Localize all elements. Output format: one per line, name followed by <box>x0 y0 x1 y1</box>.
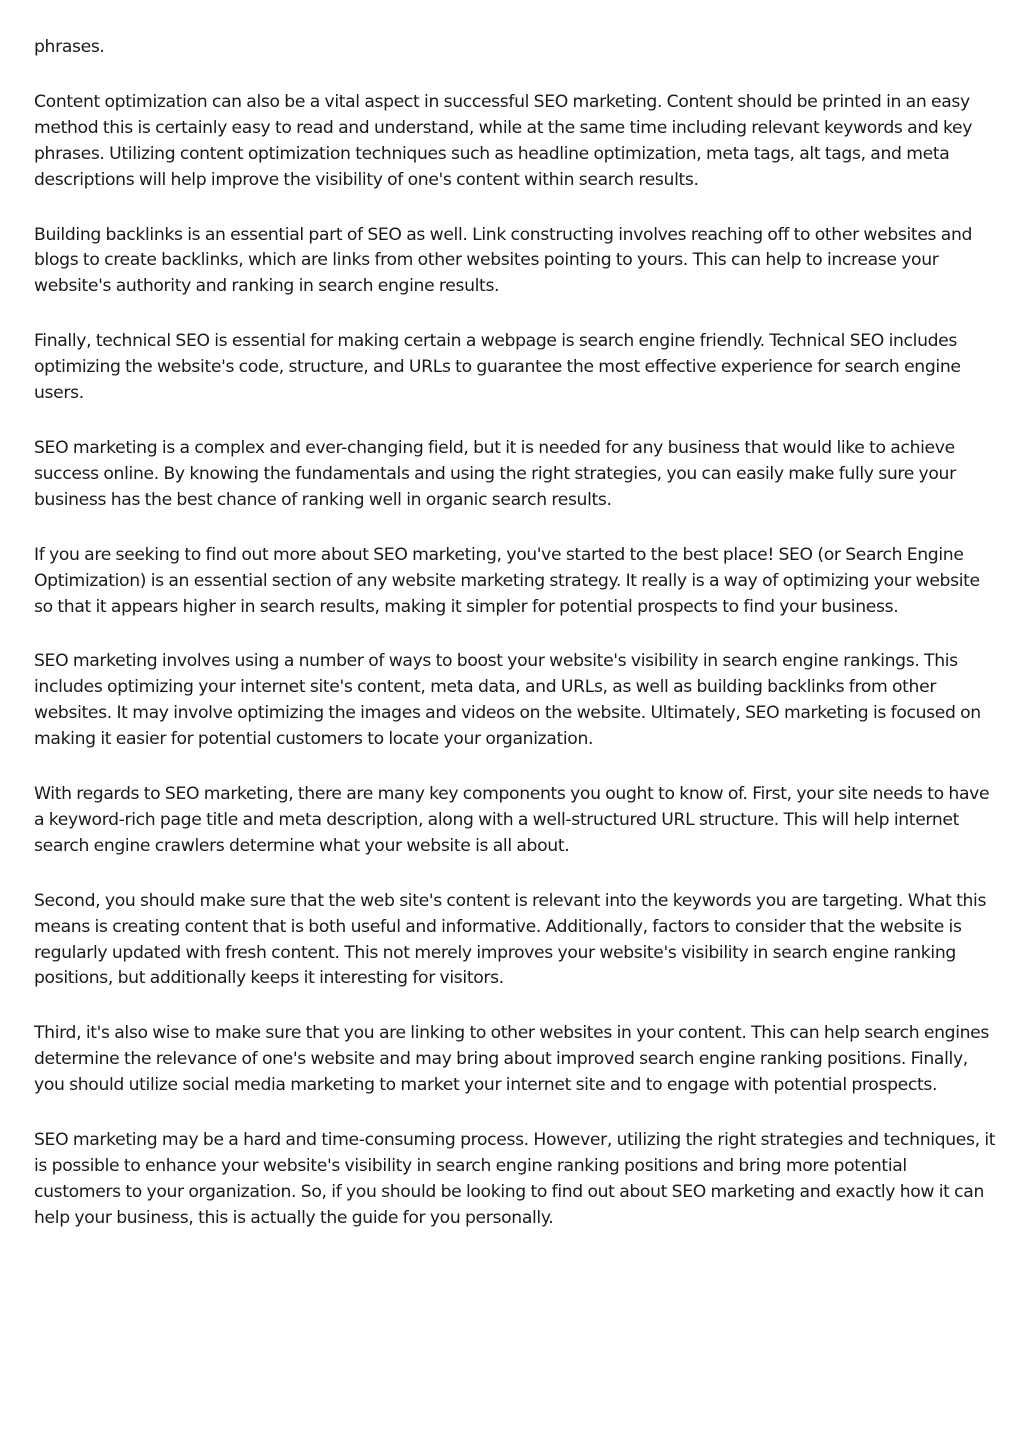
paragraph: Building backlinks is an essential part of SEO as well. Link constructing involves reaching off to other websites and blogs to create backlinks, which are links from other websites pointing to yours. This can help to increase your website's authority and ranking in search engine results. <box>34 224 973 297</box>
paragraph: SEO marketing may be a hard and time-consuming process. However, utilizing the right strategies and techniques, it is possible to enhance your website's visibility in search engine ranking positions and bring more potential customers to your organization. So, if you should be looking to find out about SEO marketing and exactly how it can help your business, this is actually the guide for you personally. <box>34 1130 996 1228</box>
document-body <box>34 35 996 1261</box>
paragraph: Finally, technical SEO is essential for making certain a webpage is search engine friendly. Technical SEO includes optimizing the website's code, structure, and URLs to guarantee the most effective experience for search engine users. <box>34 331 961 404</box>
paragraph: SEO marketing involves using a number of ways to boost your website's visibility in search engine rankings. This includes optimizing your internet site's content, meta data, and URLs, as well as building backlinks from other websites. It may involve optimizing the images and videos on the website. Ultimately, SEO marketing is focused on making it easier for potential customers to locate your organization. <box>34 651 981 750</box>
paragraph: Second, you should make sure that the web site's content is relevant into the keywords you are targeting. What this means is creating content that is both useful and informative. Additionally, factors to consider that the website is regularly updated with fresh content. This not merely improves your website's visibility in search engine ranking positions, but additionally keeps it interesting for visitors. <box>34 890 987 989</box>
paragraph: phrases. <box>34 37 105 57</box>
paragraph: Content optimization can also be a vital aspect in successful SEO marketing. Content should be printed in an easy method this is certainly easy to read and understand, while at the same time including relevant keywords and key phrases. Utilizing content optimization techniques such as headline optimization, meta tags, alt tags, and meta descriptions will help improve the visibility of one's content within search results. <box>34 91 973 190</box>
paragraph: Third, it's also wise to make sure that you are linking to other websites in your content. This can help search engines determine the relevance of one's website and may bring about improved search engine ranking positions. Finally, you should utilize social media marketing to market your internet site and to engage with potential prospects. <box>34 1023 990 1096</box>
paragraph: SEO marketing is a complex and ever-changing field, but it is needed for any business that would like to achieve success online. By knowing the fundamentals and using the right strategies, you can easily make fully sure your business has the best chance of ranking well in organic search results. <box>34 437 956 510</box>
paragraph: With regards to SEO marketing, there are many key components you ought to know of. First, your site needs to have a keyword-rich page title and meta description, along with a well-structured URL structure. This will help internet search engine crawlers determine what your website is all about. <box>34 784 990 856</box>
paragraph: If you are seeking to find out more about SEO marketing, you've started to the best place! SEO (or Search Engine Optimization) is an essential section of any website marketing strategy. It really is a way of optimizing your website so that it appears higher in search results, making it simpler for potential prospects to find your business. <box>34 544 980 617</box>
